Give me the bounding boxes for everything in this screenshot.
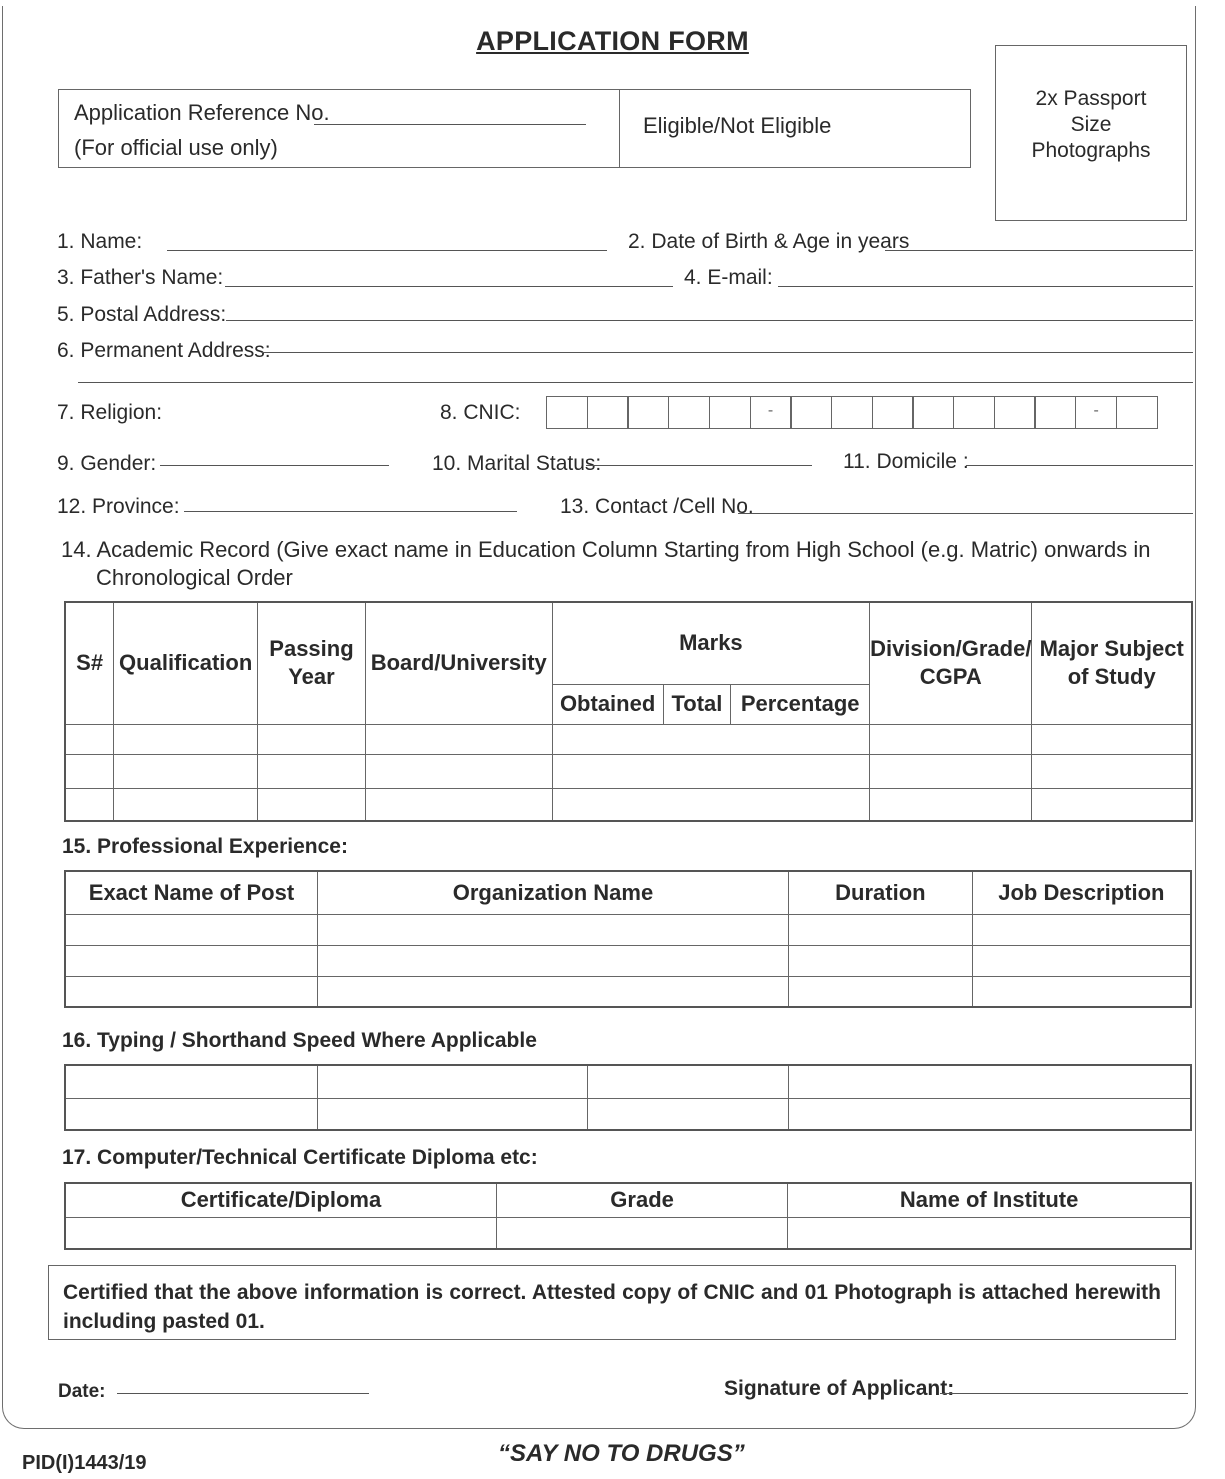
domicile-label: 11. Domicile :: [843, 450, 969, 473]
slogan: “SAY NO TO DRUGS”: [498, 1440, 745, 1467]
postal-address-field[interactable]: [226, 320, 1193, 321]
academic-heading-line2: Chronological Order: [96, 565, 293, 590]
cnic-separator: -: [750, 396, 792, 429]
photo-label-line3: Photographs: [1031, 139, 1151, 162]
cnic-box[interactable]: [831, 396, 873, 429]
academic-table: [64, 601, 1193, 822]
signature-field[interactable]: [940, 1393, 1188, 1394]
certificates-table: [64, 1182, 1192, 1250]
father-name-field[interactable]: [225, 286, 673, 287]
father-name-label: 3. Father's Name:: [57, 266, 224, 289]
domicile-field[interactable]: [966, 465, 1193, 466]
official-use-note: (For official use only): [74, 135, 278, 160]
col-division-grade: Division/Grade/ CGPA: [870, 602, 1032, 724]
experience-table: [64, 870, 1192, 1008]
cnic-boxes[interactable]: [546, 396, 1158, 429]
col-board-university: Board/University: [365, 602, 552, 724]
postal-address-label: 5. Postal Address:: [57, 303, 227, 326]
name-label: 1. Name:: [57, 230, 143, 253]
email-label: 4. E-mail:: [684, 266, 773, 289]
col-qualification: Qualification: [114, 602, 258, 724]
photo-label-line2: Size: [1070, 113, 1112, 136]
table-row: [65, 788, 1192, 821]
certificates-heading: 17. Computer/Technical Certificate Diploma etc:: [62, 1146, 538, 1169]
passport-photo-box[interactable]: [995, 45, 1187, 221]
province-label: 12. Province:: [57, 495, 180, 518]
date-label: Date:: [58, 1381, 106, 1402]
cnic-separator: -: [1075, 396, 1117, 429]
permanent-address-label: 6. Permanent Address:: [57, 339, 271, 362]
typing-heading: 16. Typing / Shorthand Speed Where Applicable: [62, 1029, 537, 1052]
table-row: [65, 1098, 1191, 1130]
marital-status-label: 10. Marital Status:: [432, 452, 602, 475]
permanent-address-field-line2[interactable]: [78, 382, 1193, 383]
cnic-box[interactable]: [709, 396, 751, 429]
table-row: [65, 1065, 1191, 1098]
cnic-box[interactable]: [627, 396, 669, 429]
cnic-box[interactable]: [1116, 396, 1158, 429]
table-row: [65, 914, 1191, 945]
photo-label-line1: 2x Passport: [1035, 87, 1147, 110]
col-grade: Grade: [496, 1183, 787, 1217]
col-sno: S#: [65, 602, 114, 724]
col-major-subject: Major Subject of Study: [1032, 602, 1192, 724]
dob-field[interactable]: [885, 250, 1193, 251]
cnic-box[interactable]: [668, 396, 710, 429]
gender-label: 9. Gender:: [57, 452, 157, 475]
table-row: [65, 945, 1191, 976]
cnic-box[interactable]: [994, 396, 1036, 429]
marital-status-field[interactable]: [586, 465, 812, 466]
contact-label: 13. Contact /Cell No.: [560, 495, 754, 518]
cnic-box[interactable]: [1034, 396, 1076, 429]
name-field[interactable]: [167, 250, 607, 251]
cnic-box[interactable]: [912, 396, 954, 429]
email-field[interactable]: [778, 286, 1193, 287]
experience-heading: 15. Professional Experience:: [62, 835, 348, 858]
table-row: [65, 1217, 1191, 1249]
certification-statement: Certified that the above information is correct. Attested copy of CNIC and 01 Photograph is attached herewith including pasted 01.: [48, 1265, 1176, 1340]
col-obtained: Obtained: [552, 684, 663, 724]
col-certificate: Certificate/Diploma: [65, 1183, 496, 1217]
gender-field[interactable]: [160, 465, 389, 466]
reference-box-divider: [619, 89, 620, 168]
table-row: [65, 976, 1191, 1007]
col-duration: Duration: [789, 871, 973, 914]
reference-number-field[interactable]: [314, 124, 586, 125]
col-passing-year: Passing Year: [258, 602, 366, 724]
dob-label: 2. Date of Birth & Age in years: [628, 230, 910, 253]
date-field[interactable]: [117, 1393, 369, 1394]
religion-label: 7. Religion:: [57, 401, 163, 424]
pid-number: PID(I)1443/19: [22, 1452, 147, 1474]
col-marks: Marks: [552, 602, 869, 684]
typing-table: [64, 1064, 1192, 1131]
cnic-label: 8. CNIC:: [440, 401, 521, 424]
col-total: Total: [663, 684, 731, 724]
cnic-box[interactable]: [587, 396, 629, 429]
academic-heading: 14. Academic Record (Give exact name in Education Column Starting from High School (e.g. Matric) onwards in: [61, 537, 1151, 562]
col-post-name: Exact Name of Post: [65, 871, 317, 914]
contact-field[interactable]: [738, 513, 1193, 514]
permanent-address-field[interactable]: [262, 352, 1193, 353]
cnic-box[interactable]: [790, 396, 832, 429]
province-field[interactable]: [184, 511, 517, 512]
cnic-box[interactable]: [872, 396, 914, 429]
cnic-box[interactable]: [546, 396, 588, 429]
eligibility-label: Eligible/Not Eligible: [643, 113, 832, 138]
form-title: APPLICATION FORM: [476, 26, 749, 56]
col-organization: Organization Name: [317, 871, 788, 914]
cnic-box[interactable]: [953, 396, 995, 429]
col-percentage: Percentage: [731, 684, 870, 724]
signature-label: Signature of Applicant:: [724, 1377, 955, 1400]
table-row: [65, 754, 1192, 788]
col-institute: Name of Institute: [788, 1183, 1191, 1217]
col-job-description: Job Description: [972, 871, 1191, 914]
table-row: [65, 724, 1192, 754]
reference-number-label: Application Reference No.: [74, 100, 330, 125]
